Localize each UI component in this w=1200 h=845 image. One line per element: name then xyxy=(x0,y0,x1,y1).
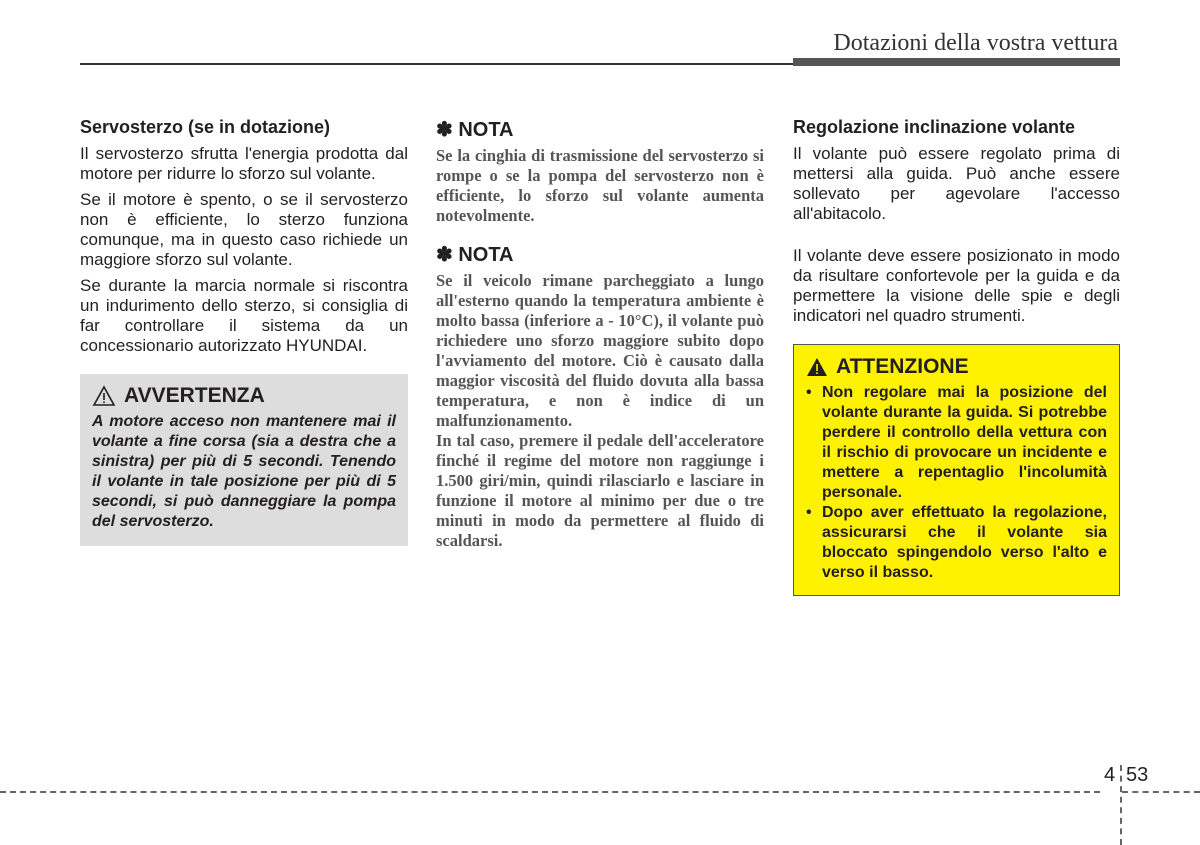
header-rule-accent xyxy=(793,58,1120,66)
caution-item: • Dopo aver effettuato la regolazione, assicurarsi che il volante sia bloccato spingendolo verso l'alto e verso il basso. xyxy=(806,503,1107,583)
caution-item: • Non regolare mai la posizione del volante durante la guida. Si potrebbe perdere il controllo della vettura con il rischio di provocare un incidente e mettere a repentaglio l'incolumità personale. xyxy=(806,383,1107,503)
note-title: ✽ NOTA xyxy=(436,119,514,141)
note-text: In tal caso, premere il pedale dell'acceleratore finché il regime del motore non raggiunge i 1.500 giri/min, quindi rilasciarlo e lasciare in funzione il motore al minimo per due o tre minuti in modo da permettere al fluido di scaldarsi. xyxy=(436,431,764,550)
caution-box xyxy=(793,344,1120,596)
warning-box xyxy=(80,374,408,546)
page-header-title: Dotazioni della vostra vettura xyxy=(833,30,1118,56)
paragraph: Se durante la marcia normale si riscontra un indurimento dello sterzo, si consiglia di far controllare il sistema da un concessionario autorizzato HYUNDAI. xyxy=(80,276,408,355)
note-text: Se il veicolo rimane parcheggiato a lungo all'esterno quando la temperatura ambiente è molto bassa (inferiore a - 10°C), il volante può richiedere uno sforzo maggiore subito dopo l'avviamento del motore. Ciò è causato dalla maggior viscosità del fluido dovuta alla bassa temperatura, e non è indice di un malfunzionamento. xyxy=(436,271,764,430)
right-column xyxy=(793,117,1120,596)
section-heading: Servosterzo (se in dotazione) xyxy=(80,117,331,137)
section-heading: Regolazione inclinazione volante xyxy=(793,117,1076,137)
header-rule xyxy=(80,63,795,65)
warning-title: AVVERTENZA xyxy=(92,384,396,408)
paragraph: Il volante deve essere posizionato in modo da risultare confortevole per la guida e da permettere la visione delle spie e degli indicatori nel quadro strumenti. xyxy=(793,246,1120,325)
left-column xyxy=(80,117,408,546)
warning-triangle-icon xyxy=(806,357,828,377)
footer-separator xyxy=(1120,765,1122,845)
middle-column xyxy=(436,117,764,551)
note-title: ✽ NOTA xyxy=(436,244,514,266)
note-text: Se la cinghia di trasmissione del servosterzo si rompe o se la pompa del servosterzo non è efficiente, lo sforzo sul volante aumenta notevolmente. xyxy=(436,146,764,225)
caution-list xyxy=(806,383,1107,583)
warning-text: A motore acceso non mantenere mai il volante a fine corsa (sia a destra che a sinistra) per più di 5 secondi. Tenendo il volante in tale posizione per più di 5 secondi, si può danneggiare la pompa del servosterzo. xyxy=(92,413,396,530)
footer-rule xyxy=(0,791,1100,793)
paragraph: Se il motore è spento, o se il servosterzo non è efficiente, lo sterzo funziona comunque, ma in questo caso richiede un maggiore sforzo sul volante. xyxy=(80,190,408,269)
footer-rule xyxy=(1122,791,1200,793)
page-number: 53 xyxy=(1126,764,1149,786)
paragraph: Il volante può essere regolato prima di mettersi alla guida. Può anche essere sollevato per agevolare l'accesso all'abitacolo. xyxy=(793,144,1120,223)
caution-title: ATTENZIONE xyxy=(806,355,1107,379)
warning-triangle-icon xyxy=(92,385,116,407)
paragraph: Il servosterzo sfrutta l'energia prodotta dal motore per ridurre lo sforzo sul volante. xyxy=(80,144,408,183)
chapter-number: 4 xyxy=(1104,764,1116,786)
